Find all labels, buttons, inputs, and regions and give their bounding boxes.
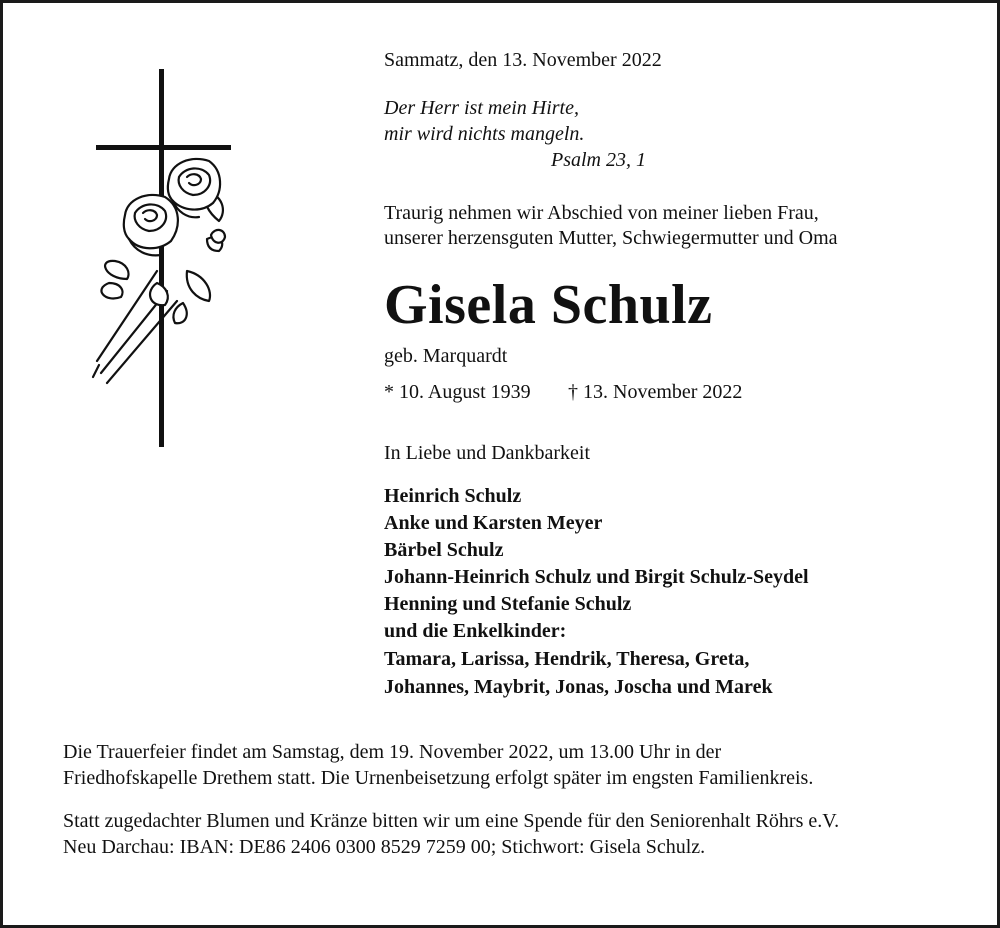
mourner-line: Johann-Heinrich Schulz und Birgit Schulz-Seydel	[384, 566, 809, 588]
mourner-line: Anke und Karsten Meyer	[384, 512, 603, 534]
deceased-name: Gisela Schulz	[384, 274, 713, 336]
donation-line-2: Neu Darchau: IBAN: DE86 2406 0300 8529 7259 00; Stichwort: Gisela Schulz.	[63, 836, 706, 858]
place-date: Sammatz, den 13. November 2022	[384, 49, 662, 71]
funeral-line-2: Friedhofskapelle Drethem statt. Die Urnenbeisetzung erfolgt später im engsten Familienkreis.	[63, 767, 814, 789]
maiden-name: geb. Marquardt	[384, 345, 508, 367]
mourner-line: Bärbel Schulz	[384, 539, 504, 561]
birth-date: * 10. August 1939	[384, 381, 531, 403]
mourner-line: Tamara, Larissa, Hendrik, Theresa, Greta,	[384, 648, 750, 670]
donation-line-1: Statt zugedachter Blumen und Kränze bitten wir um eine Spende für den Seniorenhalt Röhrs e.V.	[63, 810, 840, 832]
death-date: † 13. November 2022	[568, 381, 743, 403]
closing-line: In Liebe und Dankbarkeit	[384, 442, 591, 464]
intro-line-1: Traurig nehmen wir Abschied von meiner lieben Frau,	[384, 202, 819, 224]
mourner-line: Henning und Stefanie Schulz	[384, 593, 632, 615]
verse-line-2: mir wird nichts mangeln.	[384, 123, 585, 145]
funeral-line-1: Die Trauerfeier findet am Samstag, dem 19. November 2022, um 13.00 Uhr in der	[63, 741, 722, 763]
mourner-line: und die Enkelkinder:	[384, 620, 567, 642]
roses-icon	[87, 151, 227, 391]
mourner-line: Heinrich Schulz	[384, 485, 522, 507]
mourner-line: Johannes, Maybrit, Jonas, Joscha und Marek	[384, 676, 773, 698]
intro-line-2: unserer herzensguten Mutter, Schwiegermutter und Oma	[384, 227, 838, 249]
cross-icon-crossbar	[96, 145, 231, 150]
verse-line-1: Der Herr ist mein Hirte,	[384, 97, 579, 119]
verse-reference: Psalm 23, 1	[551, 149, 646, 171]
